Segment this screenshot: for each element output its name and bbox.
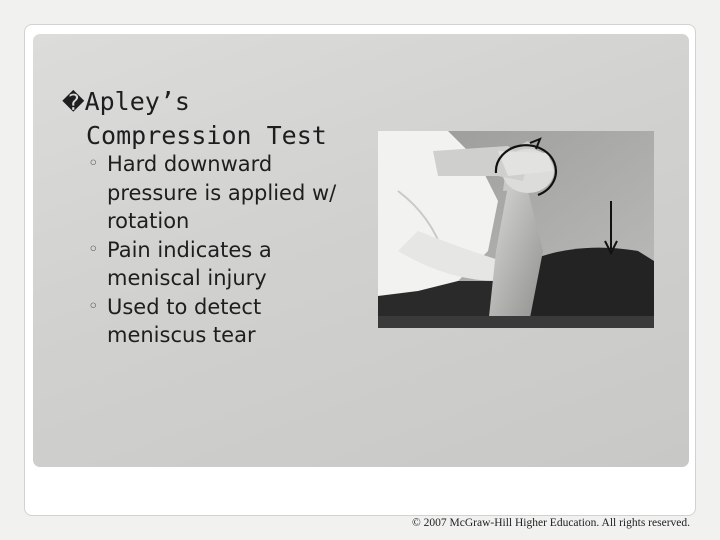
ring-bullet-icon [88,236,99,266]
list-item: ◦ Pain indicates a meniscal injury [88,236,358,293]
title-bullet-icon: � [62,91,85,116]
title-line2: Compression Test [86,121,327,150]
copyright-notice: © 2007 McGraw-Hill Higher Education. All rights reserved. [412,517,690,529]
knee-compression-test-photo [378,131,654,328]
list-item: ◦ Used to detect meniscus tear [88,293,358,350]
ring-bullet-icon [88,293,99,323]
bullet-list [88,150,358,350]
list-item: ◦ Hard downward pressure is applied w/ rotation [88,150,358,236]
slide-title [62,86,352,152]
ring-bullet-icon [88,150,99,180]
photo-illustration [378,131,654,328]
title-line1: Apley’s [84,87,190,116]
